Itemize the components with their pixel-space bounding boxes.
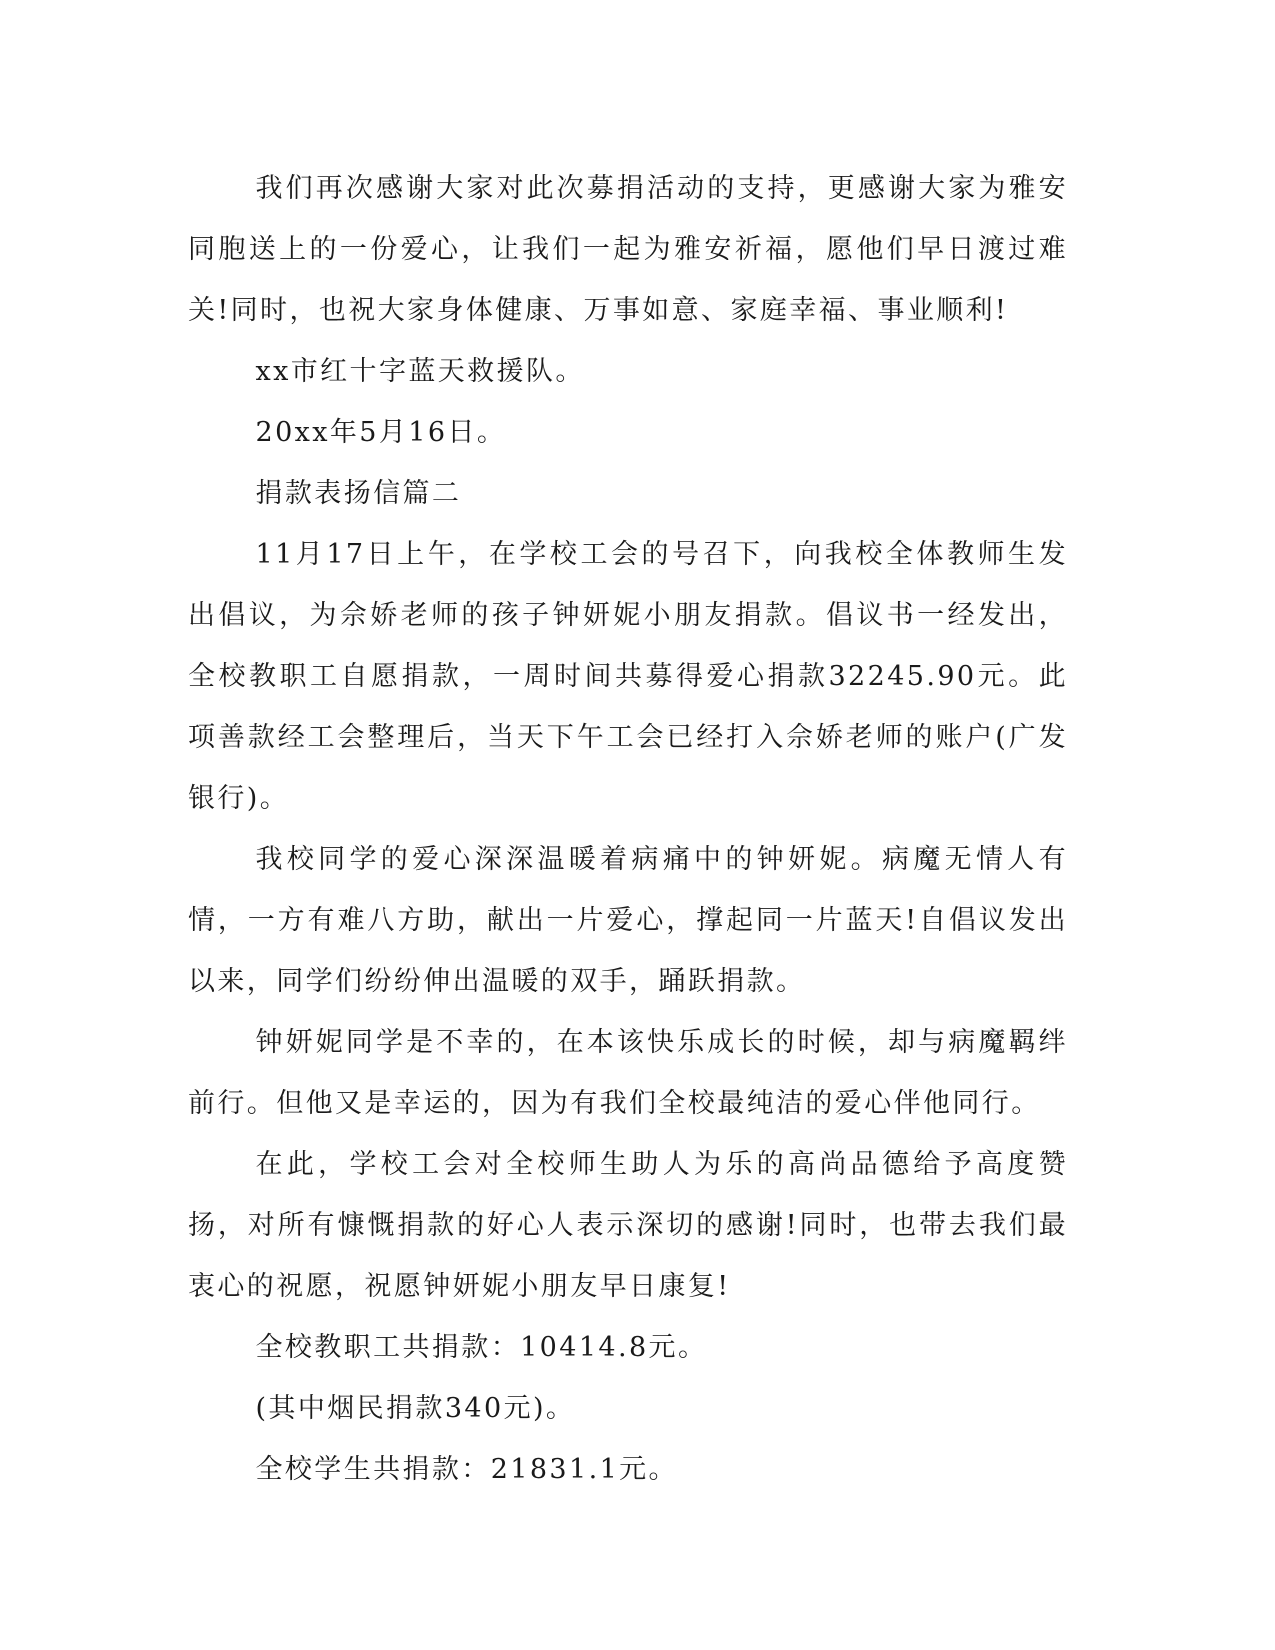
paragraph-initiative: 11月17日上午，在学校工会的号召下，向我校全体教师生发出倡议，为佘娇老师的孩子钟妍妮小朋友捐款。倡议书一经发出，全校教职工自愿捐款，一周时间共募得爱心捐款32245.90元。此项善款经工会整理后，当天下午工会已经打入佘娇老师的账户(广发银行)。 — [188, 539, 1068, 814]
document-body — [188, 158, 1068, 1500]
paragraph-warmth: 我校同学的爱心深深温暖着病痛中的钟妍妮。病魔无情人有情，一方有难八方助，献出一片爱心，撑起同一片蓝天!自倡议发出以来，同学们纷纷伸出温暖的双手，踊跃捐款。 — [188, 844, 1068, 997]
paragraph-praise: 在此，学校工会对全校师生助人为乐的高尚品德给予高度赞扬，对所有慷慨捐款的好心人表示深切的感谢!同时，也带去我们最衷心的祝愿，祝愿钟妍妮小朋友早日康复! — [188, 1149, 1068, 1302]
paragraph-thanks: 我们再次感谢大家对此次募捐活动的支持，更感谢大家为雅安同胞送上的一份爱心，让我们一起为雅安祈福，愿他们早日渡过难关!同时，也祝大家身体健康、万事如意、家庭幸福、事业顺利! — [188, 173, 1068, 326]
paragraph-signature-date: 20xx年5月16日。 — [255, 417, 507, 448]
section-heading: 捐款表扬信篇二 — [255, 478, 462, 509]
paragraph-fortune: 钟妍妮同学是不幸的，在本该快乐成长的时候，却与病魔羁绊前行。但他又是幸运的，因为有我们全校最纯洁的爱心伴他同行。 — [188, 1027, 1068, 1119]
paragraph-smokers-note: (其中烟民捐款340元)。 — [255, 1393, 576, 1424]
paragraph-staff-total: 全校教职工共捐款：10414.8元。 — [255, 1332, 708, 1363]
paragraph-signature-org: xx市红十字蓝天救援队。 — [255, 356, 585, 387]
paragraph-student-total: 全校学生共捐款：21831.1元。 — [255, 1454, 678, 1485]
